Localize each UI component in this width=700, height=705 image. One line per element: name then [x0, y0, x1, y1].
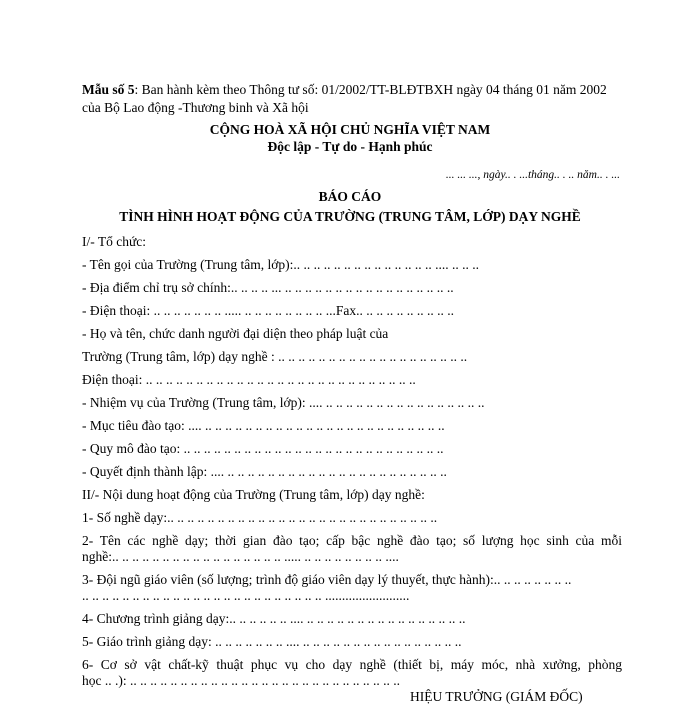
- item-facilities-cont: học .. .): .. .. .. .. .. .. .. .. .. .. .. .. .. .. .. .. .. .. .. .. .. .. .. .. .. .. ..: [82, 673, 400, 688]
- field-head-office: - Địa điểm chỉ trụ sở chính:.. .. .. .. ... .. .. .. .. .. .. .. .. .. .. .. .. .. .. .. .. ..: [82, 280, 454, 295]
- field-legal-rep-cont: Trường (Trung tâm, lớp) dạy nghề : .. .. .. .. .. .. .. .. .. .. .. .. .. .. .. .. .. .. ..: [82, 349, 468, 364]
- date-line: ... ... ..., ngày.. . ...tháng.. . .. năm.. . ...: [445, 169, 620, 181]
- item-facilities: 6- Cơ sở vật chất-kỹ thuật phục vụ cho dạy nghề (thiết bị, máy móc, nhà xưởng, phòng: [82, 657, 622, 672]
- section-2-heading: II/- Nội dung hoạt động của Trường (Trung tâm, lớp) dạy nghề:: [82, 487, 425, 502]
- report-title: BÁO CÁO: [318, 189, 382, 204]
- field-phone-fax: - Điện thoại: .. .. .. .. .. .. .. ..... .. .. .. .. .. .. .. .. ...Fax.. .. .. .. .. .. .. .. .. ..: [82, 303, 454, 318]
- field-legal-rep: - Họ và tên, chức danh người đại diện theo pháp luật của: [82, 326, 389, 341]
- field-training-scale: - Quy mô đào tạo: .. .. .. .. .. .. .. .. .. .. .. .. .. .. .. .. .. .. .. .. .. .. .. .. .. ..: [82, 441, 444, 456]
- field-rep-phone: Điện thoại: .. .. .. .. .. .. .. .. .. .. .. .. .. .. .. .. .. .. .. .. .. .. .. .. .. .. ..: [82, 372, 416, 387]
- item-curriculum: 4- Chương trình giảng dạy:.. .. .. .. .. .. .... .. .. .. .. .. .. .. .. .. .. .. .. .. .. .. ..: [82, 611, 466, 626]
- motto: Độc lập - Tự do - Hạnh phúc: [267, 139, 433, 154]
- item-textbooks: 5- Giáo trình giảng dạy: .. .. .. .. .. .. .. .... .. .. .. .. .. .. .. .. .. .. .. .. .. .. .. ..: [82, 634, 462, 649]
- country-name: CỘNG HOÀ XÃ HỘI CHỦ NGHĨA VIỆT NAM: [209, 122, 491, 137]
- form-reference: [82, 82, 622, 98]
- form-text: : Ban hành kèm theo Thông tư số: 01/2002/TT-BLĐTBXH ngày 04 tháng 01 năm 2002: [134, 82, 607, 97]
- section-1-heading: I/- Tổ chức:: [82, 234, 147, 249]
- item-teachers: 3- Đội ngũ giáo viên (số lượng; trình độ giáo viên dạy lý thuyết, thực hành):.. .. .. .. .. .. .. ..: [82, 572, 572, 587]
- item-trades-detail-cont: nghề:.. .. .. .. .. .. .. .. .. .. .. .. .. .. .. .. .. ..... .. .. .. .. .. .. .. .. ....: [82, 549, 399, 564]
- field-school-name: - Tên gọi của Trường (Trung tâm, lớp):.. .. .. .. .. .. .. .. .. .. .. .. .. .. .... .. .. ..: [82, 257, 479, 272]
- item-trades-detail: 2- Tên các nghề dạy; thời gian đào tạo; cấp bậc nghề đào tạo; số lượng học sinh của mỗi: [82, 533, 622, 548]
- field-duties: - Nhiệm vụ của Trường (Trung tâm, lớp): .... .. .. .. .. .. .. .. .. .. .. .. .. .. .. .. ..: [82, 395, 485, 410]
- field-training-goals: - Mục tiêu đào tạo: .... .. .. .. .. .. .. .. .. .. .. .. .. .. .. .. .. .. .. .. .. .. .. .. ..: [82, 418, 445, 433]
- item-teachers-cont: .. .. .. .. .. .. .. .. .. .. .. .. .. .. .. .. .. .. .. .. .. .. .. .. .........................: [82, 588, 410, 603]
- item-number-of-trades: 1- Số nghề dạy:.. .. .. .. .. .. .. .. .. .. .. .. .. .. .. .. .. .. .. .. .. .. .. .. .. .. ..: [82, 510, 438, 525]
- field-establishment-decision: - Quyết định thành lập: .... .. .. .. .. .. .. .. .. .. .. .. .. .. .. .. .. .. .. .. .. .. ..: [82, 464, 447, 479]
- signature-title: HIỆU TRƯỞNG (GIÁM ĐỐC): [410, 689, 583, 704]
- form-label: Mẫu số 5: [82, 82, 135, 97]
- ministry-line: của Bộ Lao động -Thương binh và Xã hội: [82, 100, 309, 115]
- report-subtitle: TÌNH HÌNH HOẠT ĐỘNG CỦA TRƯỜNG (TRUNG TÂM, LỚP) DẠY NGHỀ: [119, 209, 581, 224]
